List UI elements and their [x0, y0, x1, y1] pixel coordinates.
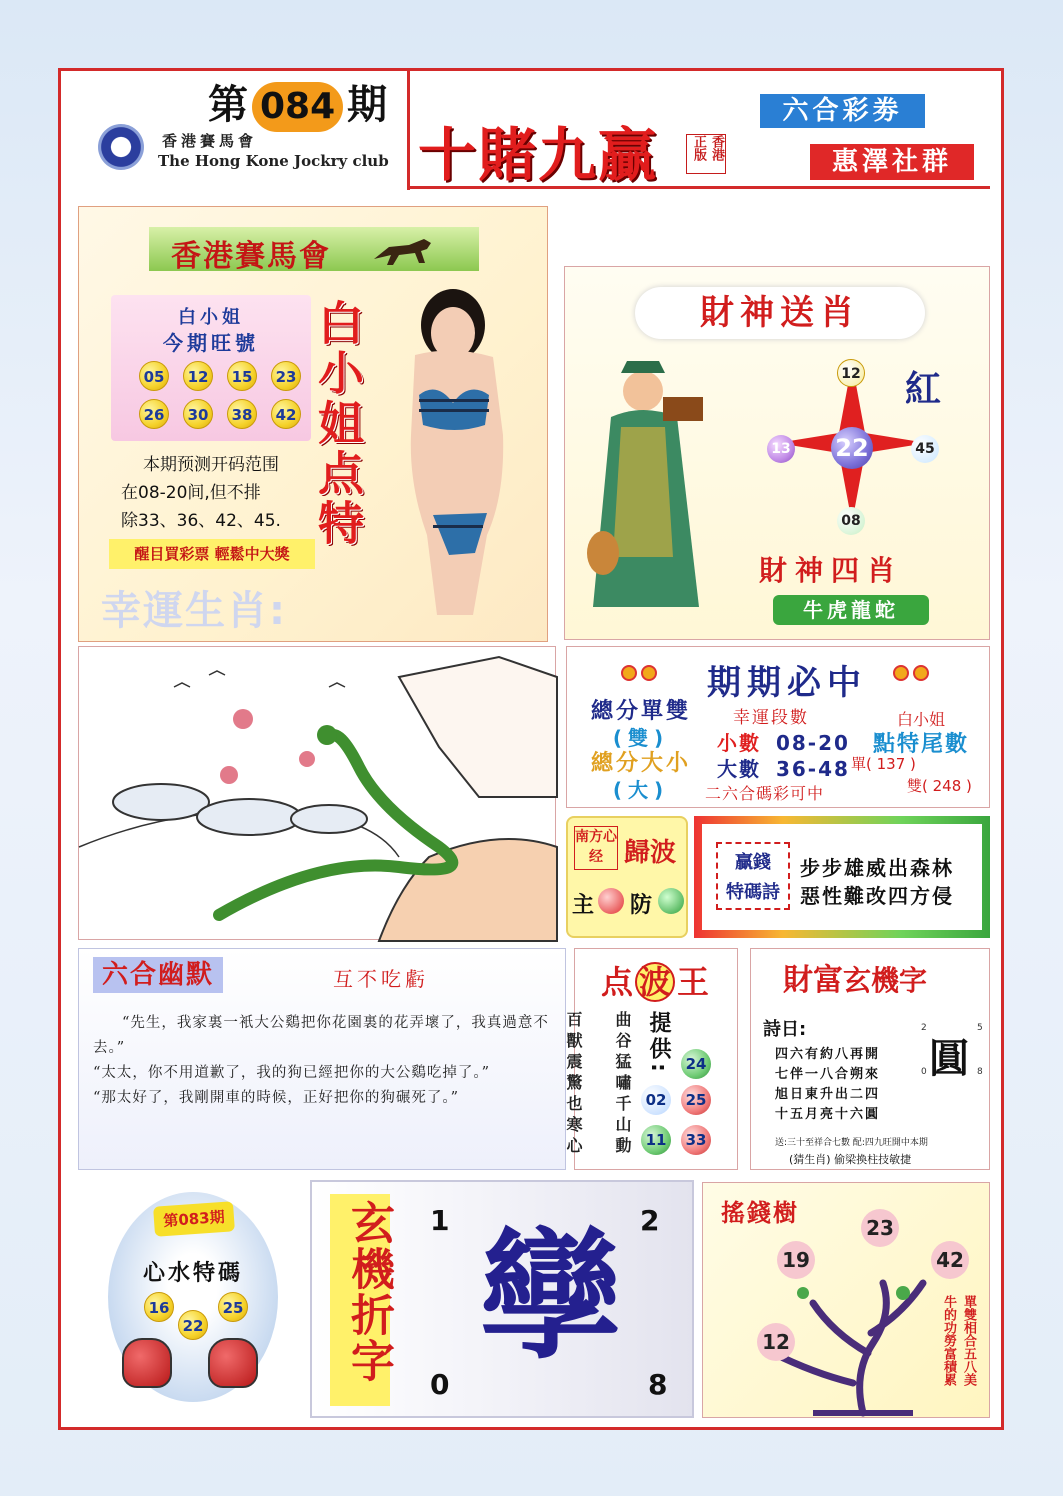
- coin-icon: [621, 665, 637, 681]
- poem-label-box: [716, 842, 790, 910]
- dianbo-title: [601, 957, 709, 1003]
- model-photo: [375, 285, 545, 625]
- dianbo-title-b: 波: [635, 962, 675, 1002]
- main-red-ball-icon: [598, 888, 624, 914]
- yaoqian-side-line: 牛的功勞富積累: [941, 1295, 956, 1386]
- poem-line-1: 步步雄威出森林: [800, 856, 954, 880]
- caishen-subtitle: 財神四肖: [759, 554, 904, 587]
- big-label: 大數: [717, 757, 761, 781]
- lucky-number-ball: 12: [183, 361, 213, 391]
- compass-bottom-ball: 08: [837, 507, 865, 535]
- yaoqian-ball: 42: [931, 1241, 969, 1279]
- small-range-value: 08-20: [775, 731, 850, 755]
- dianbo-ball: 33: [681, 1125, 711, 1155]
- caishen-figure-icon: [581, 357, 731, 627]
- xuanji-panel: [310, 1180, 694, 1418]
- miss-bai-label: 白小姐: [897, 710, 946, 729]
- guibo-panel: [566, 816, 688, 938]
- shuang-label: 雙: [907, 777, 923, 795]
- caishen-panel: [564, 266, 990, 640]
- issue-number: 084: [252, 82, 343, 132]
- xuanji-number: 2: [640, 1204, 660, 1237]
- xinshui-panel: [108, 1192, 278, 1402]
- xuanji-label: 玄機折字: [343, 1200, 394, 1384]
- compass-center-ball: 22: [831, 427, 873, 469]
- coin-icon: [641, 665, 657, 681]
- dianbo-poem-col: 曲谷猛嘯千山動: [613, 1011, 632, 1158]
- compass-left-ball: 13: [767, 435, 795, 463]
- caifu-answer: (猜生肖) 偷梁換柱技敏捷: [789, 1153, 912, 1166]
- big-small-value: (大): [612, 778, 670, 802]
- big-small-label: 總分大小: [590, 751, 691, 776]
- caifu-title: [783, 955, 927, 999]
- yaoqian-ball: 23: [861, 1209, 899, 1247]
- club-name-en: The Hong Kone Jockry club: [158, 152, 389, 170]
- corner-num: 2: [921, 1023, 927, 1033]
- caishen-zodiacs: 牛虎龍蛇: [773, 595, 929, 625]
- jockey-club-logo-icon: [98, 124, 144, 170]
- main-label: 主: [572, 893, 595, 918]
- tag-huize: 惠澤社群: [810, 144, 974, 180]
- guibo-tag: 南方心经: [574, 826, 618, 870]
- caifu-line: 旭日東升出二四: [775, 1087, 881, 1102]
- prediction-line: 本期预测开码范围: [143, 455, 279, 475]
- boxing-glove-icon: [122, 1338, 172, 1388]
- xinshui-ball: 25: [218, 1292, 248, 1322]
- lucky-number-ball: 30: [183, 399, 213, 429]
- caifu-panel: [750, 948, 990, 1170]
- xinshui-title: 心水特碼: [142, 1261, 243, 1286]
- odd-even-value: (雙): [612, 726, 670, 750]
- guard-green-ball-icon: [658, 888, 684, 914]
- slogan-banner: 醒目買彩票 輕鬆中大獎: [109, 539, 315, 569]
- header-divider: [407, 70, 410, 190]
- dianbo-ball: 25: [681, 1085, 711, 1115]
- caifu-note: 送:三十至祥合七數 配:四九旺開中本期: [775, 1138, 928, 1148]
- yaoqian-ball: 19: [777, 1241, 815, 1279]
- coin-icon: [913, 665, 929, 681]
- big-range: [717, 753, 850, 782]
- dianbo-panel: [564, 948, 738, 1170]
- qiqi-col1: [581, 699, 701, 803]
- box-title-2: 今期旺號: [163, 331, 259, 355]
- poem-panel: [694, 816, 990, 938]
- caifu-line: 七伴一八合朔來: [775, 1067, 881, 1082]
- lucky-number-ball: 42: [271, 399, 301, 429]
- dianbo-title-c: 王: [677, 963, 710, 1001]
- dianbo-title-a: 点: [601, 963, 634, 1001]
- issue-prefix: 第: [208, 82, 248, 128]
- lucky-number-ball: 23: [271, 361, 301, 391]
- club-name-cn: 香港賽馬會: [162, 132, 258, 150]
- humor-title: 六合幽默: [93, 957, 223, 993]
- miss-bai-number-box: [111, 295, 311, 441]
- dianbo-ball: 02: [641, 1085, 671, 1115]
- prediction-line: 除33、36、42、45.: [121, 511, 281, 531]
- prediction-line: 在08-20间,但不排: [121, 483, 261, 503]
- xuanji-big-char: 孿: [480, 1216, 621, 1379]
- poem-label-2: 特碼詩: [726, 882, 780, 903]
- corner-num: 5: [977, 1023, 983, 1033]
- racehorse-icon: [369, 229, 449, 269]
- yaoqian-side-line: 單雙相合五八美: [961, 1295, 976, 1386]
- humor-paragraph: “先生，我家裏一衹大公鷄把你花園裏的花弄壞了，我真過意不去。”: [93, 1015, 549, 1056]
- caifu-title-a: 財富: [783, 963, 843, 998]
- tag-liuhe: 六合彩劵: [760, 94, 925, 128]
- boxing-glove-icon: [208, 1338, 258, 1388]
- shuang-value: ( 248 ): [922, 777, 972, 795]
- humor-body: [93, 1011, 555, 1111]
- faded-zodiac-text: 幸運生肖:: [101, 588, 287, 634]
- snake-illustration: [78, 646, 556, 940]
- main-title: 十賭九贏: [418, 121, 659, 189]
- dianbo-poem-col: 百獸震驚也寒心: [564, 1011, 583, 1158]
- poem-line-2: 惡性難改四方侵: [800, 884, 954, 908]
- caishen-title: 財神送肖: [635, 287, 925, 339]
- qiqi-title: 期期必中: [707, 663, 867, 703]
- poem-label-1: 贏錢: [735, 852, 771, 873]
- odd-even-label: 總分單雙: [590, 699, 691, 724]
- xuanji-label-box: [330, 1194, 394, 1406]
- yaoqian-panel: [702, 1182, 990, 1418]
- lucky-number-ball: 38: [227, 399, 257, 429]
- small-range: [717, 727, 850, 756]
- corner-char: 圓: [929, 1036, 969, 1082]
- caifu-title-b: 玄機字: [843, 964, 928, 997]
- humor-paragraph: “太太，你不用道歉了，我的狗已經把你的大公鷄吃掉了。”: [93, 1065, 491, 1081]
- lucky-number-ball: 15: [227, 361, 257, 391]
- lucky-number-ball: 26: [139, 399, 169, 429]
- edition-tag: 香港正版: [686, 134, 726, 174]
- tigong-label: 提供:: [646, 1011, 671, 1076]
- corner-num: 0: [921, 1067, 927, 1077]
- dianbo-ball: 24: [681, 1049, 711, 1079]
- xinshui-ball: 22: [178, 1310, 208, 1340]
- caifu-line: 四六有約八再開: [775, 1047, 881, 1062]
- xinshui-badge: 第083期: [153, 1201, 235, 1237]
- dan-label: 單: [851, 755, 867, 773]
- compass-top-ball: 12: [837, 359, 865, 387]
- header-left: [70, 72, 406, 180]
- shi-yue: 詩日:: [763, 1019, 807, 1040]
- lucky-range-title: 幸運段數: [733, 708, 809, 728]
- color-word: 紅: [905, 369, 942, 410]
- qiqi-footer: 二六合碼彩可中: [705, 784, 825, 803]
- guard-label: 防: [630, 893, 653, 918]
- coin-icon: [893, 665, 909, 681]
- xuanji-number: 0: [430, 1368, 450, 1401]
- big-range-value: 36-48: [775, 757, 850, 781]
- xuanji-number: 1: [430, 1204, 450, 1237]
- humor-subtitle: 互不吃虧: [333, 967, 429, 991]
- lucky-number-ball: 05: [139, 361, 169, 391]
- yaoqian-ball: 12: [757, 1323, 795, 1361]
- xuanji-number: 8: [648, 1368, 668, 1401]
- caifu-lines: [775, 1045, 880, 1125]
- compass-right-ball: 45: [911, 435, 939, 463]
- corner-num: 8: [977, 1067, 983, 1077]
- xinshui-ball: 16: [144, 1292, 174, 1322]
- miss-bai-panel: [78, 206, 548, 642]
- box-title-1: 白小姐: [178, 307, 244, 328]
- yaoqian-title: 搖錢樹: [721, 1199, 799, 1227]
- caifu-line: 十五月亮十六圓: [775, 1107, 881, 1122]
- qiqi-panel: [566, 646, 990, 808]
- dianbo-ball: 11: [641, 1125, 671, 1155]
- side-title: 白小姐点特: [311, 299, 365, 549]
- humor-panel: [78, 948, 566, 1170]
- dan-value: ( 137 ): [866, 755, 916, 773]
- small-label: 小數: [717, 731, 761, 755]
- dan-row: [851, 753, 916, 774]
- miss-bai-banner-text: 香港賽馬會: [171, 239, 331, 274]
- issue-suffix: 期: [347, 82, 388, 128]
- humor-paragraph: “那太好了，我剛開車的時候，正好把你的狗碾死了。”: [93, 1090, 460, 1106]
- guibo-title: 歸波: [624, 838, 677, 868]
- shuang-row: [907, 775, 972, 796]
- issue-title: [208, 80, 408, 130]
- tail-number-title: 點特尾數: [873, 732, 970, 757]
